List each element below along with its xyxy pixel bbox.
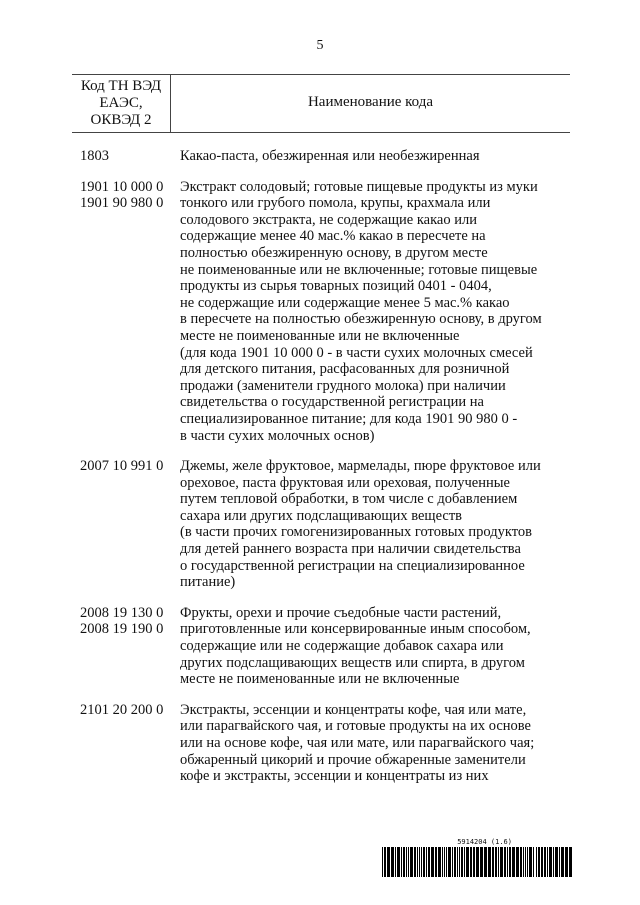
row-description-line: содержащие менее 40 мас.% какао в пересчете на [180,228,486,245]
row-code: 2007 10 991 0 [80,458,164,475]
table-row [80,702,570,785]
table-row [80,179,570,445]
row-description-line: или парагвайского чая, и готовые продукты на их основе [180,718,531,735]
column-header-code [72,78,170,129]
row-codes [80,702,180,785]
table-row [80,605,570,688]
column-header-name: Наименование кода [307,94,434,110]
row-description-line: полностью обезжиренную основу, в другом месте [180,244,488,261]
row-description-line: продажи (заменители грудного молока) при наличии [180,377,506,394]
table-row [80,458,570,591]
row-description-line: о государственной регистрации на специализированное [180,557,525,574]
row-description-line: продукты из сырья товарных позиций 0401 - 0404, [180,278,492,295]
row-description-line: в пересчете на полностью обезжиренную основу, в другом [180,311,542,328]
row-description [180,179,570,445]
row-description-line: содержащие или не содержащие добавок сахара или [180,638,504,655]
row-description-line: в части сухих молочных основ) [180,427,375,444]
table-row [80,148,570,165]
row-description-line: солодового экстракта, не содержащие какао или [180,211,477,228]
row-description [180,605,570,688]
row-description [180,148,570,165]
row-description-line: Фрукты, орехи и прочие съедобные части растений, [180,604,502,621]
row-description-line: месте не поименованные или не включенные [180,671,460,688]
row-description-line: месте не поименованные или не включенные [180,327,460,344]
row-description-line: Джемы, желе фруктовое, мармелады, пюре фруктовое или [180,458,541,475]
row-code: 1901 90 980 0 [80,195,164,212]
page-number: 5 [316,38,324,53]
document-barcode [382,838,572,882]
row-code: 2008 19 190 0 [80,621,164,638]
row-description-line: приготовленные или консервированные иным способом, [180,621,531,638]
row-description-line: (для кода 1901 10 000 0 - в части сухих молочных смесей [180,344,533,361]
row-description-line: не содержащие или содержащие менее 5 мас.% какао [180,294,510,311]
column-header-code-line: ЕАЭС, [99,95,143,111]
row-codes [80,605,180,688]
row-description-line: Экстракт солодовый; готовые пищевые продукты из муки [180,178,538,195]
table-header-bottom-border [72,132,570,133]
row-description-line: Какао-паста, обезжиренная или необезжиренная [180,148,480,164]
row-description [180,702,570,785]
table-body [80,148,570,799]
row-codes [80,458,180,591]
row-description-line: тонкого или грубого помола, крупы, крахмала или [180,195,491,212]
row-description-line: (в части прочих гомогенизированных готовых продуктов [180,524,532,541]
row-description-line: Экстракты, эссенции и концентраты кофе, чая или мате, [180,701,527,718]
row-description-line: специализированное питание; для кода 1901 90 980 0 - [180,410,518,427]
row-description [180,458,570,591]
row-description-line: не поименованные или не включенные; готовые пищевые [180,261,538,278]
barcode-icon [382,847,572,877]
row-description-line: ореховое, паста фруктовая или ореховая, полученные [180,474,510,491]
row-codes [80,148,180,165]
row-description-line: других подслащивающих веществ или спирта, в другом [180,654,525,671]
row-code: 2101 20 200 0 [80,701,164,718]
barcode-label: 5914204 (1.6) [457,838,512,846]
row-code: 1803 [80,148,109,164]
row-description-line: для детей раннего возраста при наличии свидетельства [180,541,521,558]
column-header-code-line: Код ТН ВЭД [80,78,162,94]
row-description-line: питание) [180,574,236,591]
row-description-line: для детского питания, расфасованных для розничной [180,361,510,378]
row-code: 1901 10 000 0 [80,178,164,195]
row-code: 2008 19 130 0 [80,604,164,621]
table-top-border [72,74,570,75]
row-description-line: свидетельства о государственной регистрации на [180,394,484,411]
row-description-line: обжаренный цикорий и прочие обжаренные заменители [180,751,526,768]
row-description-line: путем тепловой обработки, в том числе с добавлением [180,491,518,508]
row-codes [80,179,180,445]
row-description-line: кофе и экстракты, эссенции и концентраты из них [180,768,489,785]
row-description-line: сахара или других подслащивающих веществ [180,507,463,524]
column-header-code-line: ОКВЭД 2 [90,112,152,128]
row-description-line: или на основе кофе, чая или мате, или парагвайского чая; [180,735,535,751]
